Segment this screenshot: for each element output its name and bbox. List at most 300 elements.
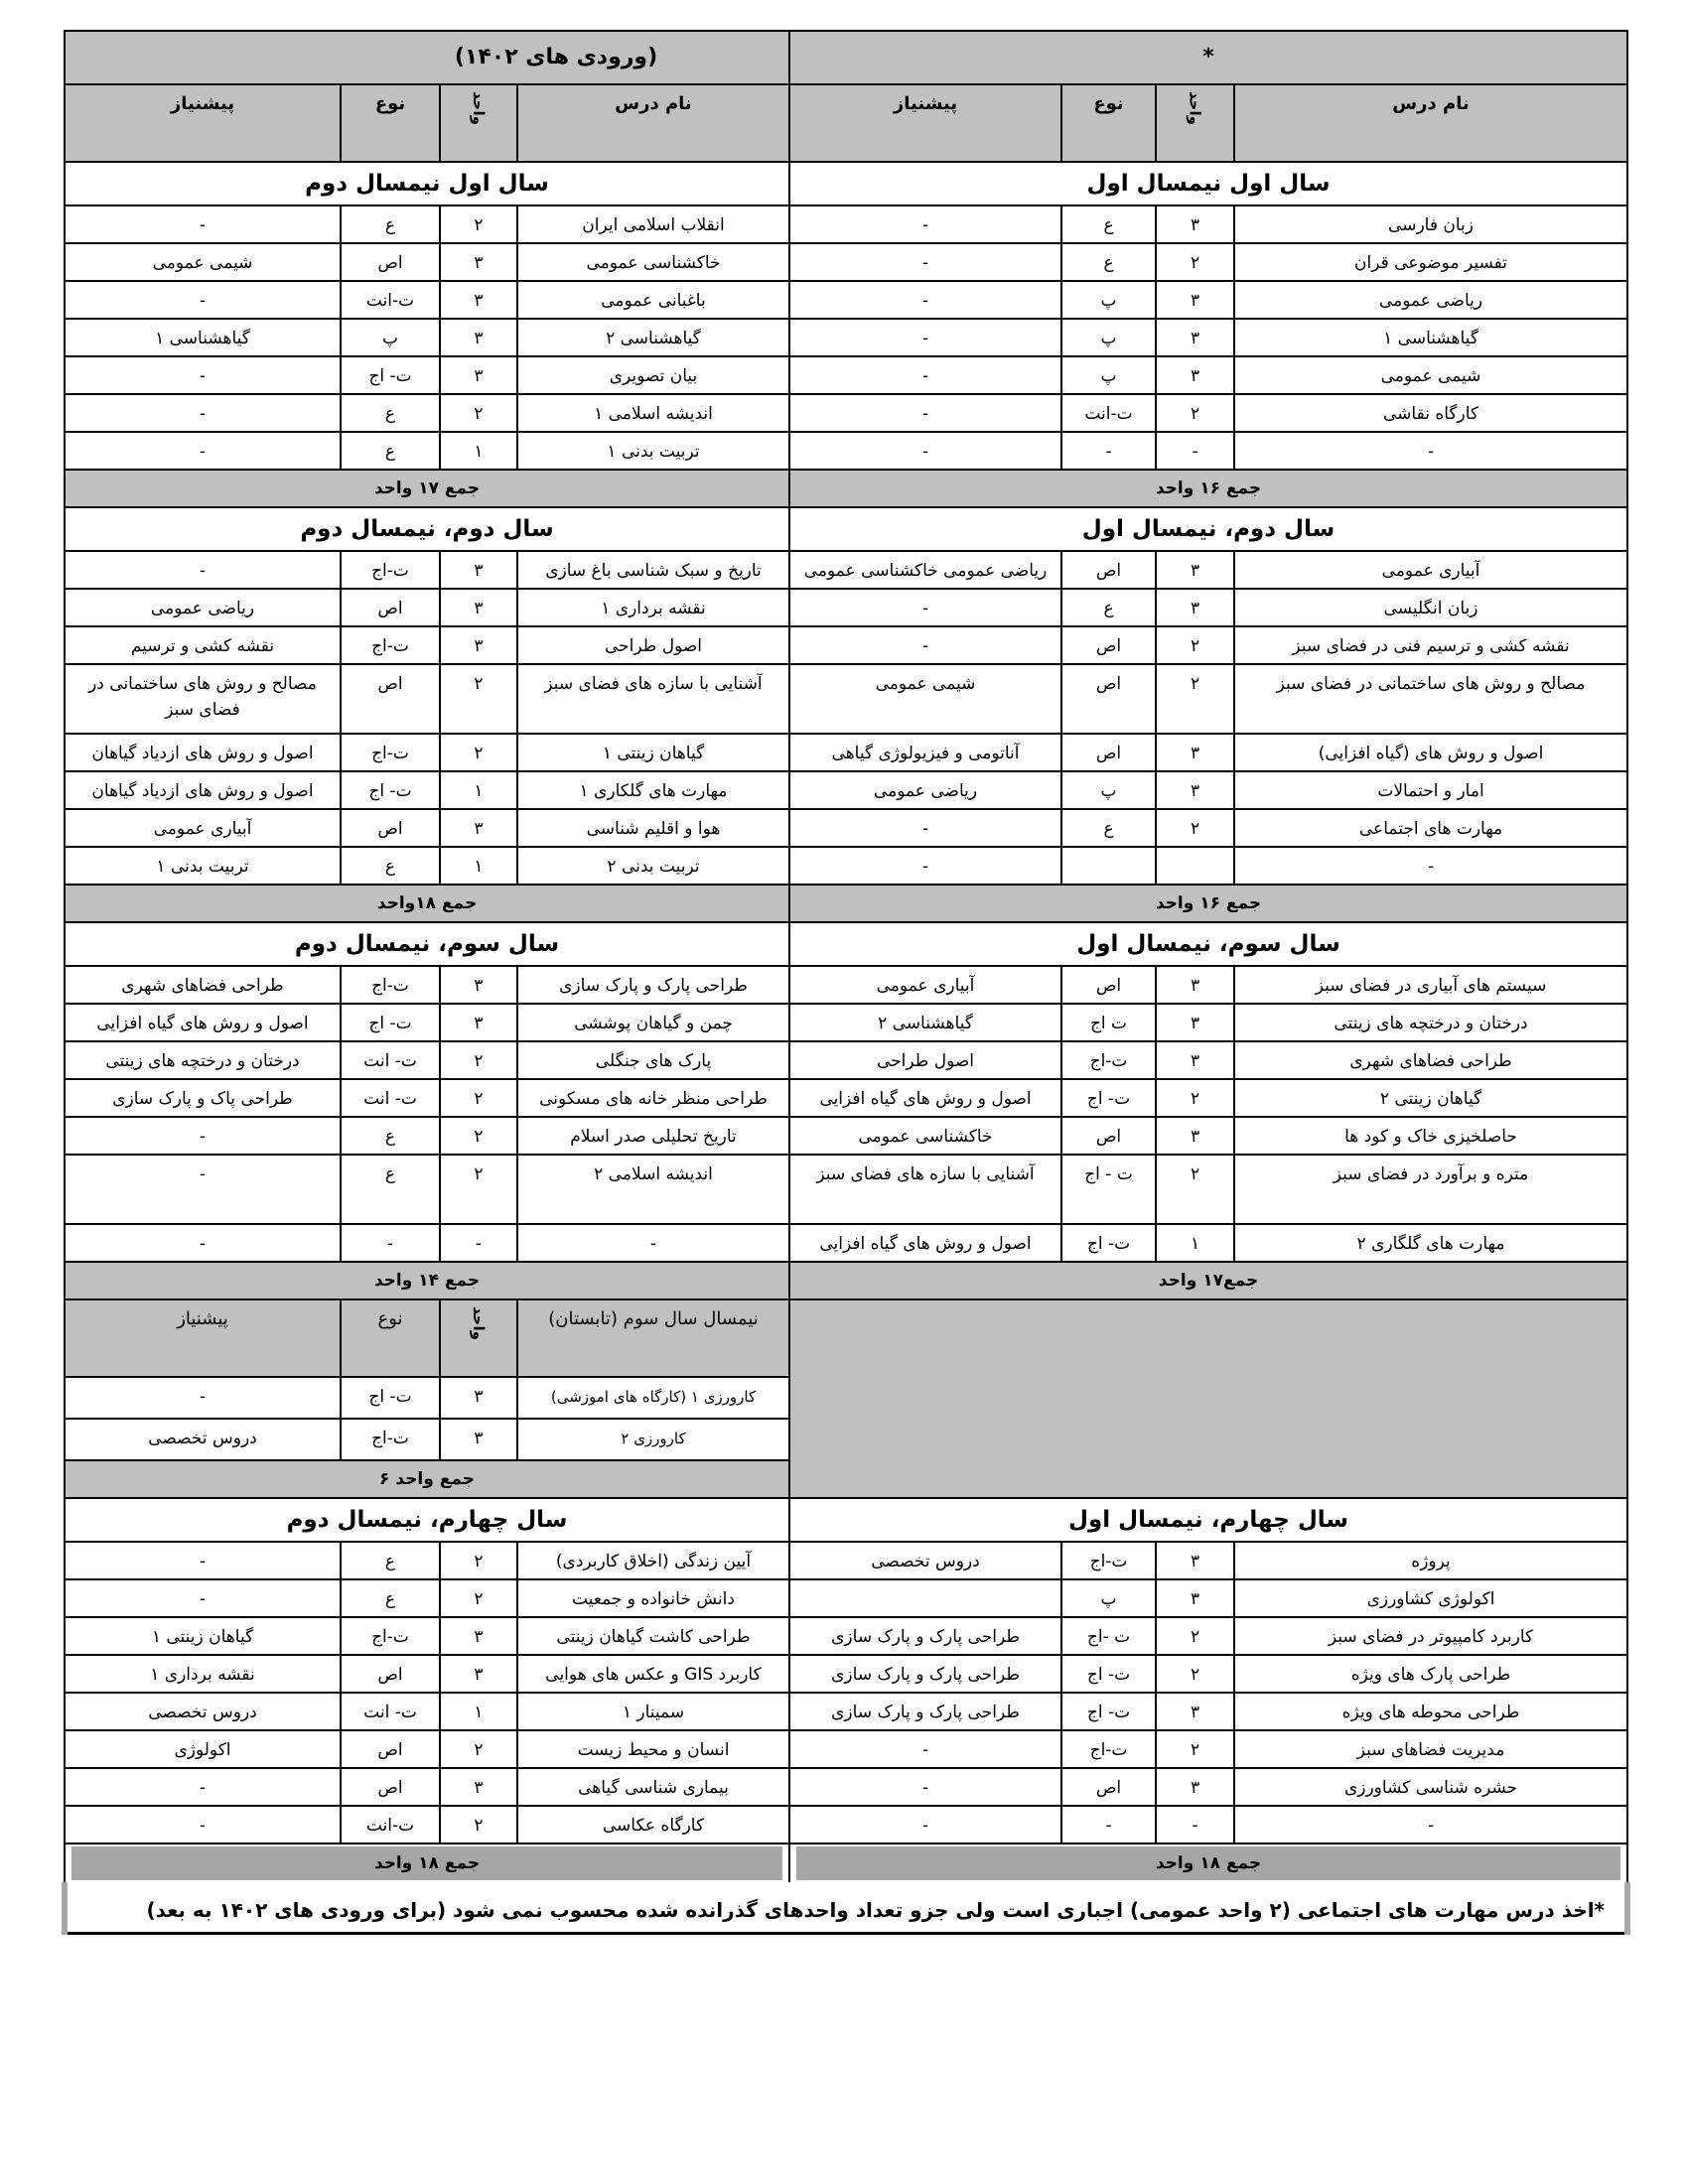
course-name: تاریخ و سبک شناسی باغ سازی [517, 551, 789, 589]
course-units: ۳ [1156, 1004, 1234, 1041]
course-units: ۲ [1156, 809, 1234, 847]
header-prereq: پیشنیاز [789, 84, 1061, 162]
course-row [65, 1579, 1627, 1617]
course-type: ت- اج [341, 1377, 440, 1419]
semester-total: جمع ۱۷ واحد [65, 470, 789, 507]
course-name: اندیشه اسلامی ۲ [517, 1155, 789, 1224]
course-name: حشره شناسی کشاورزی [1234, 1768, 1627, 1806]
course-name: هوا و اقلیم شناسی [517, 809, 789, 847]
course-prereq: اصول و روش های ازدیاد گیاهان [65, 734, 341, 771]
semester-title: سال سوم، نیمسال دوم [65, 922, 789, 966]
course-name: زبان انگلیسی [1234, 589, 1627, 626]
total-row [65, 470, 1627, 507]
course-prereq: - [65, 1377, 341, 1419]
course-name: انقلاب اسلامی ایران [517, 205, 789, 243]
course-prereq: دروس تخصصی [65, 1419, 341, 1460]
title-star: * [789, 31, 1627, 84]
course-name: - [517, 1224, 789, 1262]
semester-title-row [65, 922, 1627, 966]
course-name: اصول طراحی [517, 626, 789, 664]
course-name: طراحی فضاهای شهری [1234, 1041, 1627, 1079]
course-name: مهارت های گلکاری ۱ [517, 771, 789, 809]
course-prereq: شیمی عمومی [789, 664, 1061, 734]
course-name: اندیشه اسلامی ۱ [517, 394, 789, 432]
course-name: متره و برآورد در فضای سبز [1234, 1155, 1627, 1224]
course-name: اصول و روش های (گیاه افزایی) [1234, 734, 1627, 771]
course-type: ت-اج [341, 1617, 440, 1655]
course-prereq: تربیت بدنی ۱ [65, 847, 341, 885]
course-prereq: - [789, 319, 1061, 356]
course-units: ۲ [440, 1155, 517, 1224]
course-units: ۳ [440, 626, 517, 664]
course-name: کارگاه نقاشی [1234, 394, 1627, 432]
course-name: مدیریت فضاهای سبز [1234, 1730, 1627, 1768]
course-units: ۳ [1156, 771, 1234, 809]
course-units: ۳ [440, 1655, 517, 1693]
footnote: *اخذ درس مهارت های اجتماعی (۲ واحد عمومی) اجباری است ولی جزو تعداد واحدهای گذرانده شده محسوب نمی شود (برای ورودی های ۱۴۰۲ به بعد) [65, 1882, 1627, 1934]
course-name: کارورزی ۲ [517, 1419, 789, 1460]
semester-total: جمع ۱۴ واحد [65, 1262, 789, 1299]
course-type: اص [341, 664, 440, 734]
course-units: ۲ [440, 734, 517, 771]
course-type: ع [341, 1155, 440, 1224]
course-units: ۲ [440, 1730, 517, 1768]
course-units: ۲ [1156, 1655, 1234, 1693]
header-units: واحد [1156, 84, 1234, 162]
course-type: - [341, 1224, 440, 1262]
course-type: ت- انت [341, 1693, 440, 1730]
course-units: ۳ [440, 356, 517, 394]
course-prereq: ریاضی عمومی خاکشناسی عمومی [789, 551, 1061, 589]
course-type: ع [341, 1579, 440, 1617]
course-prereq: خاکشناسی عمومی [789, 1117, 1061, 1155]
course-name: آبیاری عمومی [1234, 551, 1627, 589]
course-prereq: نقشه کشی و ترسیم [65, 626, 341, 664]
course-name: مهارت های اجتماعی [1234, 809, 1627, 847]
course-name: باغبانی عمومی [517, 281, 789, 319]
course-name: چمن و گیاهان پوششی [517, 1004, 789, 1041]
course-name: - [1234, 432, 1627, 470]
course-type: ع [341, 432, 440, 470]
course-units: ۳ [1156, 1768, 1234, 1806]
course-type: ت-انت [1061, 394, 1156, 432]
course-type: ت-اج [1061, 1041, 1156, 1079]
course-row [65, 1693, 1627, 1730]
course-type: ت- اج [1061, 1224, 1156, 1262]
course-name: طراحی کاشت گیاهان زینتی [517, 1617, 789, 1655]
course-units: ۲ [440, 394, 517, 432]
course-type: ت-اج [341, 551, 440, 589]
header-units: واحد [440, 84, 517, 162]
course-prereq: - [65, 356, 341, 394]
course-prereq: - [65, 551, 341, 589]
course-units: ۱ [440, 1693, 517, 1730]
course-type: ت-انت [341, 1806, 440, 1843]
course-row [65, 243, 1627, 281]
course-units: ۲ [1156, 1617, 1234, 1655]
semester-total: جمع ۱۸ واحد [71, 1846, 782, 1880]
course-prereq: - [789, 809, 1061, 847]
course-prereq: اصول و روش های ازدیاد گیاهان [65, 771, 341, 809]
course-type: ع [341, 1117, 440, 1155]
summer-header-type: نوع [341, 1299, 440, 1377]
course-type: پ [1061, 319, 1156, 356]
course-units: ۲ [440, 1579, 517, 1617]
course-units: ۳ [440, 243, 517, 281]
curriculum-document [62, 30, 1624, 1935]
course-name: تربیت بدنی ۱ [517, 432, 789, 470]
course-prereq: - [65, 1542, 341, 1579]
course-row [65, 1655, 1627, 1693]
course-row [65, 394, 1627, 432]
semester-total: جمع۱۷ واحد [789, 1262, 1627, 1299]
course-row [65, 1806, 1627, 1843]
course-name: تاریخ تحلیلی صدر اسلام [517, 1117, 789, 1155]
course-units: ۱ [440, 432, 517, 470]
course-prereq: گیاهان زینتی ۱ [65, 1617, 341, 1655]
course-type: اص [341, 1730, 440, 1768]
course-name: آیین زندگی (اخلاق کاربردی) [517, 1542, 789, 1579]
course-row [65, 551, 1627, 589]
course-units: ۳ [1156, 205, 1234, 243]
course-type: ع [1061, 205, 1156, 243]
semester-title: سال چهارم، نیمسال اول [789, 1498, 1627, 1542]
course-units: ۲ [1156, 243, 1234, 281]
course-prereq: - [789, 847, 1061, 885]
course-name: انسان و محیط زیست [517, 1730, 789, 1768]
title-band [65, 31, 1627, 84]
course-type: ع [1061, 243, 1156, 281]
summer-header-course-name: نیمسال سال سوم (تابستان) [517, 1299, 789, 1377]
header-course-name: نام درس [517, 84, 789, 162]
course-units: ۳ [1156, 1542, 1234, 1579]
course-units: ۲ [1156, 1730, 1234, 1768]
semester-title: سال دوم، نیمسال دوم [65, 507, 789, 551]
semester-total: جمع ۱۶ واحد [789, 885, 1627, 922]
semester-title: سال چهارم، نیمسال دوم [65, 1498, 789, 1542]
course-prereq: - [65, 205, 341, 243]
course-type: ع [341, 847, 440, 885]
semester-total: جمع ۱۸ واحد [796, 1846, 1620, 1880]
semester-title: سال اول نیمسال اول [789, 162, 1627, 205]
course-type: اص [1061, 626, 1156, 664]
course-units: ۲ [440, 1041, 517, 1079]
course-name: پروژه [1234, 1542, 1627, 1579]
course-type: - [1061, 432, 1156, 470]
course-type: اص [1061, 551, 1156, 589]
course-units: ۳ [1156, 551, 1234, 589]
course-type: اص [1061, 966, 1156, 1004]
course-row [65, 432, 1627, 470]
course-prereq: شیمی عمومی [65, 243, 341, 281]
course-type: اص [1061, 734, 1156, 771]
course-prereq: - [789, 1730, 1061, 1768]
course-prereq: - [789, 205, 1061, 243]
course-units: ۳ [440, 1419, 517, 1460]
course-name: - [1234, 1806, 1627, 1843]
course-name: شیمی عمومی [1234, 356, 1627, 394]
semester-total: جمع ۱۸واحد [65, 885, 789, 922]
course-type: ت اج [1061, 1004, 1156, 1041]
course-row [65, 205, 1627, 243]
course-prereq: گیاهشناسی ۲ [789, 1004, 1061, 1041]
course-units: ۲ [1156, 664, 1234, 734]
course-type: اص [1061, 1768, 1156, 1806]
semester-total-cell [65, 1843, 789, 1882]
course-row [65, 626, 1627, 664]
course-type: پ [1061, 1579, 1156, 1617]
course-row [65, 809, 1627, 847]
course-units [1156, 847, 1234, 885]
course-row [65, 1004, 1627, 1041]
course-name: نقشه برداری ۱ [517, 589, 789, 626]
course-units: ۳ [1156, 589, 1234, 626]
course-units: ۳ [1156, 1117, 1234, 1155]
course-name: کاربرد کامپیوتر در فضای سبز [1234, 1617, 1627, 1655]
semester-total-cell [789, 1843, 1627, 1882]
course-name: طراحی منظر خانه های مسکونی [517, 1079, 789, 1117]
course-row [65, 1768, 1627, 1806]
course-type: ت-انت [341, 281, 440, 319]
units-label: واحد [470, 1306, 488, 1340]
course-units: ۲ [440, 1079, 517, 1117]
course-units: ۳ [440, 809, 517, 847]
course-name: مهارت های گلگاری ۲ [1234, 1224, 1627, 1262]
course-prereq: اصول و روش های گیاه افزایی [789, 1079, 1061, 1117]
summer-empty-block [789, 1299, 1627, 1498]
course-prereq: نقشه برداری ۱ [65, 1655, 341, 1693]
course-type: اص [341, 589, 440, 626]
course-type: ت-اج [1061, 1730, 1156, 1768]
course-units: ۳ [440, 281, 517, 319]
course-type: ت- اج [341, 356, 440, 394]
course-prereq: آشنایی با سازه های فضای سبز [789, 1155, 1061, 1224]
course-type: ت-اج [1061, 1542, 1156, 1579]
course-prereq: ریاضی عمومی [65, 589, 341, 626]
summer-header-prereq: پیشنیاز [65, 1299, 341, 1377]
course-units: ۳ [1156, 281, 1234, 319]
course-prereq: - [789, 589, 1061, 626]
course-units: ۳ [440, 551, 517, 589]
course-prereq: - [65, 1579, 341, 1617]
course-type: پ [1061, 771, 1156, 809]
course-name: حاصلخیزی خاک و کود ها [1234, 1117, 1627, 1155]
header-type: نوع [1061, 84, 1156, 162]
semester-title: سال اول نیمسال دوم [65, 162, 789, 205]
course-prereq: - [789, 626, 1061, 664]
course-prereq: اکولوژی [65, 1730, 341, 1768]
course-units: ۲ [440, 205, 517, 243]
course-units: ۳ [440, 1617, 517, 1655]
course-row [65, 966, 1627, 1004]
course-name: تفسیر موضوعی قران [1234, 243, 1627, 281]
course-units: ۲ [1156, 626, 1234, 664]
course-prereq: دروس تخصصی [65, 1693, 341, 1730]
course-units: ۳ [440, 1004, 517, 1041]
course-row [65, 664, 1627, 734]
course-name: آشنایی با سازه های فضای سبز [517, 664, 789, 734]
column-header-row [65, 84, 1627, 162]
course-type: اص [341, 1655, 440, 1693]
course-prereq: آبیاری عمومی [789, 966, 1061, 1004]
course-prereq: گیاهشناسی ۱ [65, 319, 341, 356]
course-type: ت-اج [341, 966, 440, 1004]
course-type: اص [341, 243, 440, 281]
course-type: ع [1061, 589, 1156, 626]
header-course-name: نام درس [1234, 84, 1627, 162]
course-row [65, 847, 1627, 885]
course-type: پ [1061, 356, 1156, 394]
course-prereq: طراحی فضاهای شهری [65, 966, 341, 1004]
header-type: نوع [341, 84, 440, 162]
course-name: کاربرد GIS و عکس های هوایی [517, 1655, 789, 1693]
course-units: ۳ [440, 319, 517, 356]
course-type: ت- انت [341, 1041, 440, 1079]
course-units: ۲ [1156, 1079, 1234, 1117]
course-name: بیماری شناسی گیاهی [517, 1768, 789, 1806]
course-units: ۲ [440, 1542, 517, 1579]
course-prereq: - [65, 1806, 341, 1843]
course-name: گیاهان زینتی ۲ [1234, 1079, 1627, 1117]
course-units: - [1156, 432, 1234, 470]
course-units: ۳ [1156, 1693, 1234, 1730]
course-name: گیاهشناسی ۲ [517, 319, 789, 356]
course-row [65, 1224, 1627, 1262]
course-prereq: - [789, 281, 1061, 319]
course-type: ت- اج [1061, 1693, 1156, 1730]
course-prereq: اصول و روش های گیاه افزایی [65, 1004, 341, 1041]
course-units: ۳ [1156, 966, 1234, 1004]
total-row [65, 1262, 1627, 1299]
footnote-row [65, 1882, 1627, 1934]
course-name: طراحی پارک و پارک سازی [517, 966, 789, 1004]
course-prereq: - [789, 432, 1061, 470]
course-prereq: - [65, 432, 341, 470]
course-units: ۳ [1156, 1579, 1234, 1617]
summer-header-row [65, 1299, 1627, 1377]
course-row [65, 1617, 1627, 1655]
course-type: ت- انت [341, 1079, 440, 1117]
summer-header-units [440, 1299, 517, 1377]
entry-year-title: (ورودی های ۱۴۰۲) [65, 31, 789, 84]
course-type: پ [341, 319, 440, 356]
course-name: طراحی پارک های ویژه [1234, 1655, 1627, 1693]
course-units: ۲ [1156, 1155, 1234, 1224]
course-prereq: - [65, 1117, 341, 1155]
course-units: ۳ [440, 966, 517, 1004]
course-type: ت -اج [1061, 1617, 1156, 1655]
course-name: سمینار ۱ [517, 1693, 789, 1730]
course-type: پ [1061, 281, 1156, 319]
course-type [1061, 847, 1156, 885]
course-prereq: اصول طراحی [789, 1041, 1061, 1079]
course-prereq: درختان و درختچه های زینتی [65, 1041, 341, 1079]
course-prereq: - [65, 1768, 341, 1806]
course-units: ۳ [1156, 1041, 1234, 1079]
semester-total: جمع ۱۶ واحد [789, 470, 1627, 507]
course-row [65, 1117, 1627, 1155]
course-prereq: طراحی پارک و پارک سازی [789, 1693, 1061, 1730]
course-units: - [1156, 1806, 1234, 1843]
course-prereq: - [65, 1155, 341, 1224]
course-name: پارک های جنگلی [517, 1041, 789, 1079]
total-row [65, 885, 1627, 922]
course-row [65, 356, 1627, 394]
course-units: ۲ [440, 1117, 517, 1155]
course-row [65, 1730, 1627, 1768]
course-type: ت- اج [341, 1004, 440, 1041]
course-units: ۱ [440, 771, 517, 809]
course-prereq: اصول و روش های گیاه افزایی [789, 1224, 1061, 1262]
course-units: ۱ [1156, 1224, 1234, 1262]
course-type: ت- اج [1061, 1079, 1156, 1117]
course-type: ع [341, 205, 440, 243]
course-name: مصالح و روش های ساختمانی در فضای سبز [1234, 664, 1627, 734]
course-prereq: طراحی پارک و پارک سازی [789, 1655, 1061, 1693]
course-name: زبان فارسی [1234, 205, 1627, 243]
course-name: امار و احتمالات [1234, 771, 1627, 809]
course-prereq: - [789, 356, 1061, 394]
header-prereq: پیشنیاز [65, 84, 341, 162]
course-name: کارورزی ۱ (کارگاه های اموزشی) [517, 1377, 789, 1419]
course-units: ۳ [1156, 356, 1234, 394]
course-prereq: مصالح و روش های ساختمانی در فضای سبز [65, 664, 341, 734]
course-units: ۳ [440, 1377, 517, 1419]
course-units: ۳ [440, 1768, 517, 1806]
course-prereq: - [65, 1224, 341, 1262]
course-name: - [1234, 847, 1627, 885]
course-name: ریاضی عمومی [1234, 281, 1627, 319]
course-prereq: - [65, 281, 341, 319]
course-row [65, 734, 1627, 771]
course-row [65, 1542, 1627, 1579]
course-name: گیاهشناسی ۱ [1234, 319, 1627, 356]
course-type: ت-اج [341, 1419, 440, 1460]
course-prereq: - [65, 394, 341, 432]
course-prereq: آناتومی و فیزیولوژی گیاهی [789, 734, 1061, 771]
course-name: نقشه کشی و ترسیم فنی در فضای سبز [1234, 626, 1627, 664]
course-units: ۳ [1156, 319, 1234, 356]
course-row [65, 1155, 1627, 1224]
course-name: سیستم های آبیاری در فضای سبز [1234, 966, 1627, 1004]
summer-total: جمع واحد ۶ [65, 1460, 789, 1498]
course-units: ۳ [1156, 734, 1234, 771]
course-units: - [440, 1224, 517, 1262]
course-units: ۳ [440, 589, 517, 626]
course-prereq: - [789, 1806, 1061, 1843]
course-prereq: طراحی پارک و پارک سازی [789, 1617, 1061, 1655]
course-row [65, 281, 1627, 319]
course-name: گیاهان زینتی ۱ [517, 734, 789, 771]
course-name: بیان تصویری [517, 356, 789, 394]
total-row [65, 1843, 1627, 1882]
course-units: ۱ [440, 847, 517, 885]
course-name: دانش خانواده و جمعیت [517, 1579, 789, 1617]
curriculum-table [62, 30, 1630, 1935]
course-name: خاکشناسی عمومی [517, 243, 789, 281]
course-units: ۲ [440, 664, 517, 734]
course-type: ع [341, 1542, 440, 1579]
course-prereq: آبیاری عمومی [65, 809, 341, 847]
course-type: ت-اج [341, 626, 440, 664]
course-type: ت- اج [341, 771, 440, 809]
course-units: ۲ [440, 1806, 517, 1843]
course-type: ت-اج [341, 734, 440, 771]
course-name: کارگاه عکاسی [517, 1806, 789, 1843]
course-prereq: ریاضی عمومی [789, 771, 1061, 809]
course-prereq: طراحی پاک و پارک سازی [65, 1079, 341, 1117]
course-prereq: - [789, 243, 1061, 281]
